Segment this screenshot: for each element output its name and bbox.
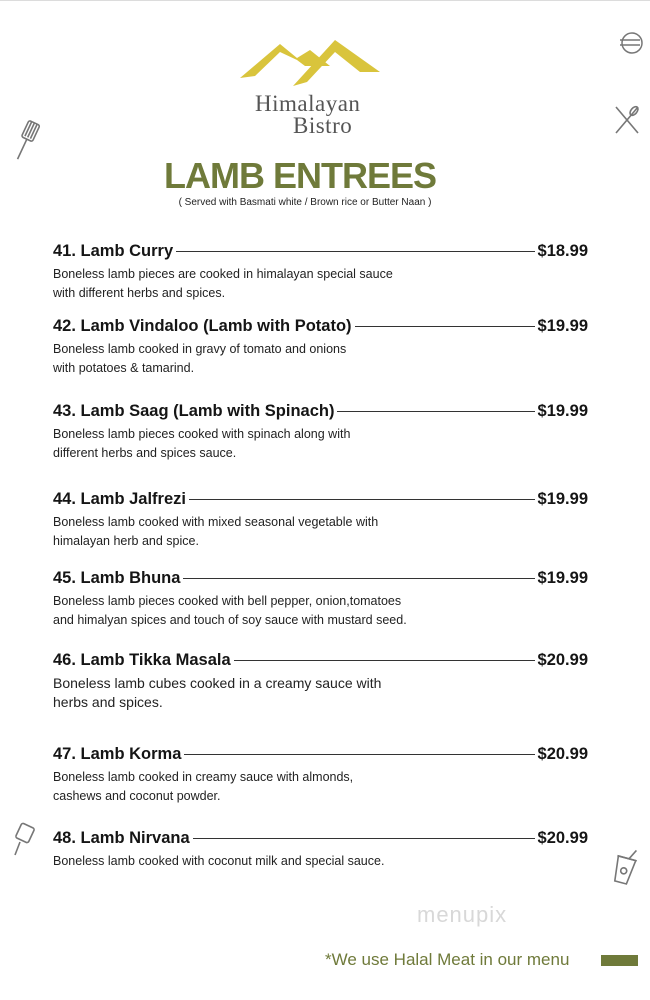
item-price: $19.99 bbox=[537, 316, 588, 335]
dish-icon bbox=[616, 26, 646, 60]
item-description bbox=[53, 513, 443, 551]
cleaver-icon bbox=[8, 822, 40, 858]
leader-line bbox=[176, 251, 534, 252]
menu-item bbox=[53, 400, 588, 463]
leader-line bbox=[193, 838, 535, 839]
menu-item bbox=[53, 743, 588, 806]
menu-item bbox=[53, 567, 588, 630]
accent-bar bbox=[601, 955, 638, 966]
logo-name-line1: Himalayan bbox=[255, 91, 361, 116]
halal-note: *We use Halal Meat in our menu bbox=[325, 950, 570, 969]
top-border bbox=[0, 0, 650, 1]
description-line: Boneless lamb pieces cooked with bell pepper, onion,tomatoes bbox=[53, 594, 402, 608]
description-line: Boneless lamb pieces are cooked in himalayan special sauce bbox=[53, 267, 393, 281]
item-price: $20.99 bbox=[537, 650, 588, 669]
description-line: cashews and coconut powder. bbox=[53, 789, 221, 803]
description-line: Boneless lamb cubes cooked in a creamy sauce with bbox=[53, 675, 382, 691]
menu-item bbox=[53, 315, 588, 378]
menu-item bbox=[53, 240, 588, 303]
description-line: himalayan herb and spice. bbox=[53, 534, 199, 548]
description-line: and himalyan spices and touch of soy sauce with mustard seed. bbox=[53, 613, 407, 627]
leader-line bbox=[355, 326, 535, 327]
leader-line bbox=[234, 660, 535, 661]
item-description bbox=[53, 425, 443, 463]
item-price: $18.99 bbox=[537, 241, 588, 260]
item-description bbox=[53, 592, 443, 630]
item-name: 48. Lamb Nirvana bbox=[53, 828, 190, 847]
description-line: Boneless lamb cooked with mixed seasonal vegetable with bbox=[53, 515, 379, 529]
leader-line bbox=[337, 411, 534, 412]
item-name: 47. Lamb Korma bbox=[53, 744, 182, 763]
item-description bbox=[53, 768, 443, 806]
description-line: herbs and spices. bbox=[53, 694, 163, 710]
description-line: with potatoes & tamarind. bbox=[53, 361, 195, 375]
description-line: Boneless lamb pieces cooked with spinach along with bbox=[53, 427, 351, 441]
drink-cup-icon bbox=[610, 846, 640, 886]
item-name: 46. Lamb Tikka Masala bbox=[53, 650, 231, 669]
item-description bbox=[53, 265, 443, 303]
item-price: $19.99 bbox=[537, 401, 588, 420]
description-line: Boneless lamb cooked in creamy sauce with almonds, bbox=[53, 770, 354, 784]
item-name: 43. Lamb Saag (Lamb with Spinach) bbox=[53, 401, 335, 420]
section-title: LAMB ENTREES bbox=[163, 155, 436, 196]
leader-line bbox=[184, 754, 534, 755]
item-name: 44. Lamb Jalfrezi bbox=[53, 489, 186, 508]
logo-name-line2: Bistro bbox=[293, 113, 353, 138]
item-price: $19.99 bbox=[537, 489, 588, 508]
section-subtitle: ( Served with Basmati white / Brown rice or Butter Naan ) bbox=[178, 197, 432, 208]
leader-line bbox=[189, 499, 535, 500]
restaurant-logo bbox=[235, 36, 385, 136]
item-description bbox=[53, 674, 433, 712]
item-price: $19.99 bbox=[537, 568, 588, 587]
menu-item bbox=[53, 649, 588, 712]
item-name: 45. Lamb Bhuna bbox=[53, 568, 181, 587]
description-line: with different herbs and spices. bbox=[53, 286, 226, 300]
item-price: $20.99 bbox=[537, 744, 588, 763]
description-line: Boneless lamb cooked with coconut milk and special sauce. bbox=[53, 854, 385, 868]
menu-item bbox=[53, 488, 588, 551]
cutlery-icon bbox=[612, 103, 642, 137]
item-description bbox=[53, 852, 473, 871]
item-name: 41. Lamb Curry bbox=[53, 241, 174, 260]
item-price: $20.99 bbox=[537, 828, 588, 847]
item-name: 42. Lamb Vindaloo (Lamb with Potato) bbox=[53, 316, 352, 335]
menu-item bbox=[53, 827, 588, 871]
leader-line bbox=[183, 578, 534, 579]
watermark: menupix bbox=[417, 902, 508, 927]
description-line: different herbs and spices sauce. bbox=[53, 446, 237, 460]
item-description bbox=[53, 340, 443, 378]
mountain-logo-icon bbox=[235, 36, 385, 96]
description-line: Boneless lamb cooked in gravy of tomato and onions bbox=[53, 342, 347, 356]
